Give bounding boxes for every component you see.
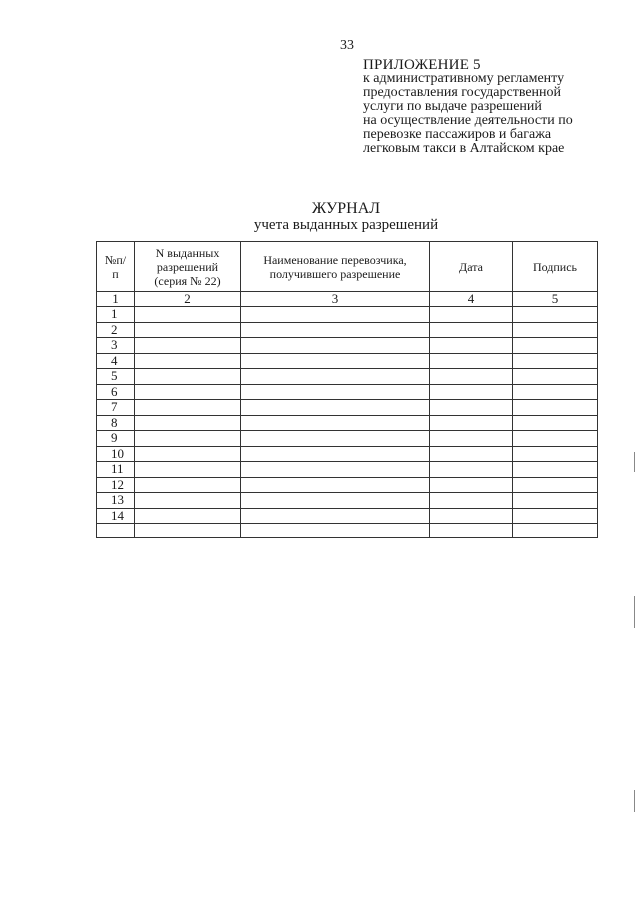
header-carrier-line: Наименование перевозчика,: [263, 252, 407, 267]
scan-edge-mark: [634, 790, 635, 812]
table-cell: [135, 446, 241, 462]
row-number: 9: [97, 431, 135, 447]
table-cell: [241, 493, 430, 509]
table-cell: [430, 493, 513, 509]
table-cell: [241, 415, 430, 431]
table-row: [97, 446, 598, 462]
column-number: 1: [97, 292, 135, 307]
header-number-line: п: [112, 266, 119, 281]
table-cell: [513, 431, 598, 447]
table-cell: [97, 524, 135, 538]
table-cell: [513, 462, 598, 478]
row-number: 3: [97, 338, 135, 354]
table-cell: [241, 431, 430, 447]
table-row: [97, 493, 598, 509]
table-row: [97, 384, 598, 400]
table-cell: [241, 400, 430, 416]
table-row: [97, 462, 598, 478]
header-carrier-line: получившего разрешение: [269, 266, 401, 281]
table-cell: [513, 415, 598, 431]
table-row: [97, 477, 598, 493]
appendix-heading: ПРИЛОЖЕНИЕ 5: [363, 57, 481, 73]
table-cell: [241, 322, 430, 338]
table-row: [97, 400, 598, 416]
header-permits-line: N выданных: [155, 245, 220, 260]
table-cell: [135, 384, 241, 400]
table-cell: [430, 446, 513, 462]
table-cell: [430, 477, 513, 493]
table-row: [97, 338, 598, 354]
table-row: [97, 415, 598, 431]
table-cell: [135, 353, 241, 369]
table-cell: [135, 477, 241, 493]
table-cell: [513, 307, 598, 323]
table-cell: [135, 431, 241, 447]
table-cell: [135, 307, 241, 323]
table-row: [97, 508, 598, 524]
row-number: 1: [97, 307, 135, 323]
row-number: 11: [97, 462, 135, 478]
table-cell: [513, 322, 598, 338]
table-row: [97, 322, 598, 338]
row-number: 4: [97, 353, 135, 369]
table-cell: [430, 338, 513, 354]
table-cell: [513, 508, 598, 524]
header-permits-issued: [135, 242, 241, 292]
header-carrier-name: [241, 242, 430, 292]
table-cell: [241, 353, 430, 369]
table-cell: [430, 462, 513, 478]
table-cell: [430, 400, 513, 416]
journal-table: [96, 241, 598, 538]
table-cell: [135, 493, 241, 509]
row-number: 10: [97, 446, 135, 462]
table-cell: [135, 369, 241, 385]
appendix-line: легковым такси в Алтайском крае: [363, 141, 565, 156]
table-header-row: [97, 242, 598, 292]
table-cell: [135, 322, 241, 338]
table-cell: [135, 338, 241, 354]
table-cell: [430, 369, 513, 385]
appendix-block: [363, 58, 633, 156]
row-number: 6: [97, 384, 135, 400]
table-cell: [513, 369, 598, 385]
table-cell: [241, 508, 430, 524]
table-cell: [513, 493, 598, 509]
table-row: [97, 369, 598, 385]
column-number-row: [97, 292, 598, 307]
table-cell: [135, 415, 241, 431]
column-number: 5: [513, 292, 598, 307]
scan-edge-mark: [634, 596, 635, 628]
table-cell: [241, 524, 430, 538]
table-cell: [135, 462, 241, 478]
column-number: 3: [241, 292, 430, 307]
header-permits-line: разрешений: [156, 259, 219, 274]
scan-edge-mark: [634, 452, 635, 472]
table-cell: [135, 400, 241, 416]
appendix-line: предоставления государственной: [363, 85, 562, 100]
table-row: [97, 307, 598, 323]
row-number: 5: [97, 369, 135, 385]
page-number: 33: [340, 38, 354, 53]
appendix-line: перевозке пассажиров и багажа: [363, 127, 552, 142]
row-number: 13: [97, 493, 135, 509]
appendix-line: услуги по выдаче разрешений: [363, 99, 542, 114]
row-number: 12: [97, 477, 135, 493]
journal-subtitle: учета выданных разрешений: [253, 217, 439, 233]
table-cell: [241, 462, 430, 478]
table-cell: [513, 446, 598, 462]
column-number: 4: [430, 292, 513, 307]
journal-title: ЖУРНАЛ: [311, 200, 381, 217]
table-cell: [513, 353, 598, 369]
table-cell: [430, 307, 513, 323]
row-number: 8: [97, 415, 135, 431]
table-cell: [430, 508, 513, 524]
table-cell: [241, 369, 430, 385]
header-permits-line: (серия № 22): [154, 273, 221, 288]
table-cell: [241, 338, 430, 354]
table-cell: [513, 477, 598, 493]
table-cell: [241, 384, 430, 400]
header-signature: Подпись: [513, 242, 598, 292]
table-cell: [513, 524, 598, 538]
journal-title-block: [0, 200, 640, 233]
table-cell: [135, 508, 241, 524]
table-cell: [241, 446, 430, 462]
column-number: 2: [135, 292, 241, 307]
appendix-line: к административному регламенту: [363, 71, 565, 86]
table-cell: [135, 524, 241, 538]
header-number: [97, 242, 135, 292]
table-cell: [241, 307, 430, 323]
table-cell: [513, 384, 598, 400]
table-cell: [430, 524, 513, 538]
table-cell: [241, 477, 430, 493]
header-date: Дата: [430, 242, 513, 292]
table-cell: [430, 431, 513, 447]
table-row-empty: [97, 524, 598, 538]
table-cell: [430, 415, 513, 431]
table-cell: [430, 322, 513, 338]
appendix-line: на осуществление деятельности по: [363, 113, 573, 128]
row-number: 14: [97, 508, 135, 524]
table-cell: [513, 400, 598, 416]
table-cell: [430, 384, 513, 400]
table-row: [97, 431, 598, 447]
header-number-line: №п/: [104, 252, 127, 267]
table-cell: [430, 353, 513, 369]
table-row: [97, 353, 598, 369]
row-number: 7: [97, 400, 135, 416]
row-number: 2: [97, 322, 135, 338]
table-cell: [513, 338, 598, 354]
